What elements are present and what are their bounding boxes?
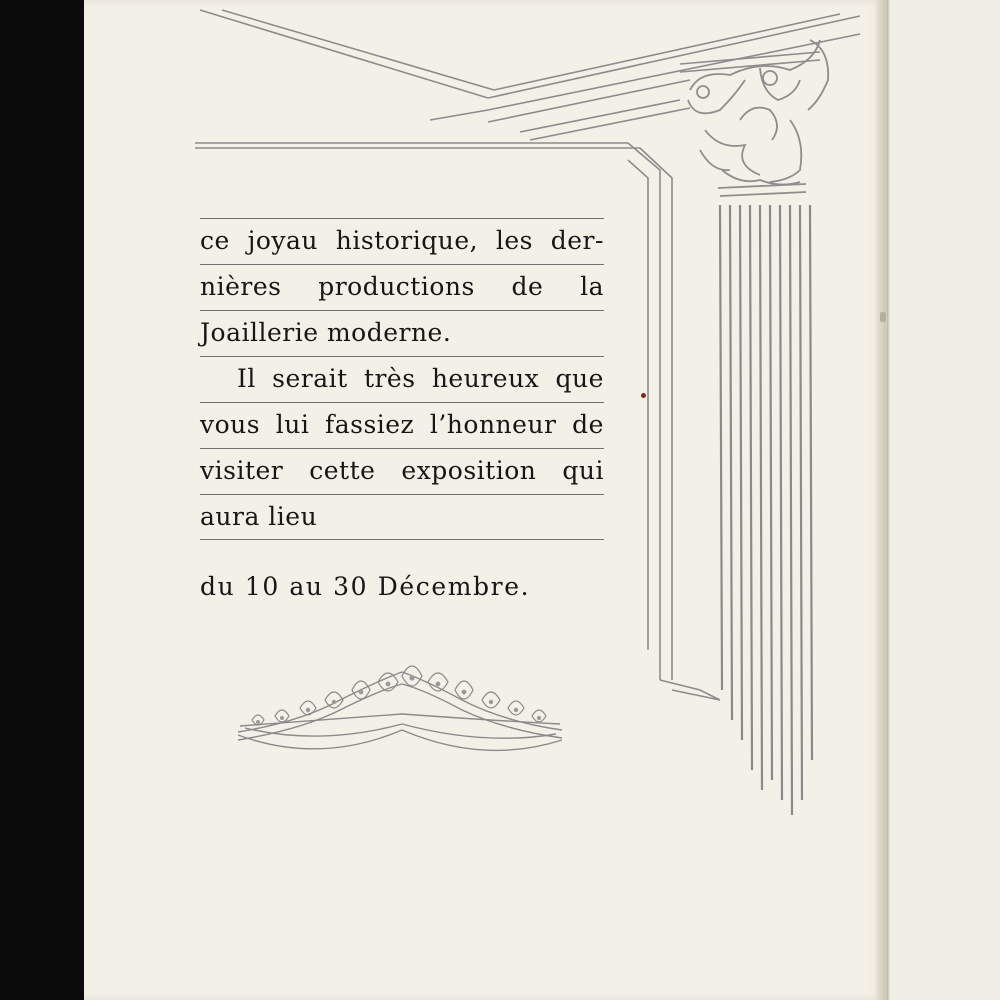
word: de [511,272,544,301]
word: heureux [431,364,540,393]
word: historique, [335,226,479,255]
word: l’honneur [429,410,557,439]
word: de [572,410,604,439]
word: exposition [401,456,537,485]
word: que [555,364,604,393]
word: les [495,226,533,255]
line-text: Joaillerie moderne. [200,318,452,347]
word: qui [562,456,604,485]
word: nières [200,272,282,301]
text-line [200,494,604,540]
word: productions [318,272,475,301]
exhibition-date: du 10 au 30 Décembre. [200,572,531,601]
text-line [200,402,604,448]
word: vous [200,410,261,439]
word: la [580,272,604,301]
word: cette [309,456,376,485]
word: fassiez [324,410,415,439]
word: très [363,364,416,393]
text-line [200,218,604,264]
text-line [200,310,604,356]
word: ce [200,226,230,255]
page-edge [876,0,886,1000]
word: Il [237,364,256,393]
text-line [200,356,604,402]
text-line [200,264,604,310]
letter-body [200,218,604,540]
ink-mark [641,393,646,398]
word: visiter [200,456,284,485]
word: lui [275,410,310,439]
word: joyau [247,226,318,255]
word: der- [550,226,604,255]
binding-stitch [880,312,886,322]
line-text: aura lieu [200,502,318,531]
right-page [886,0,1000,1000]
text-line [200,448,604,494]
word: serait [272,364,348,393]
